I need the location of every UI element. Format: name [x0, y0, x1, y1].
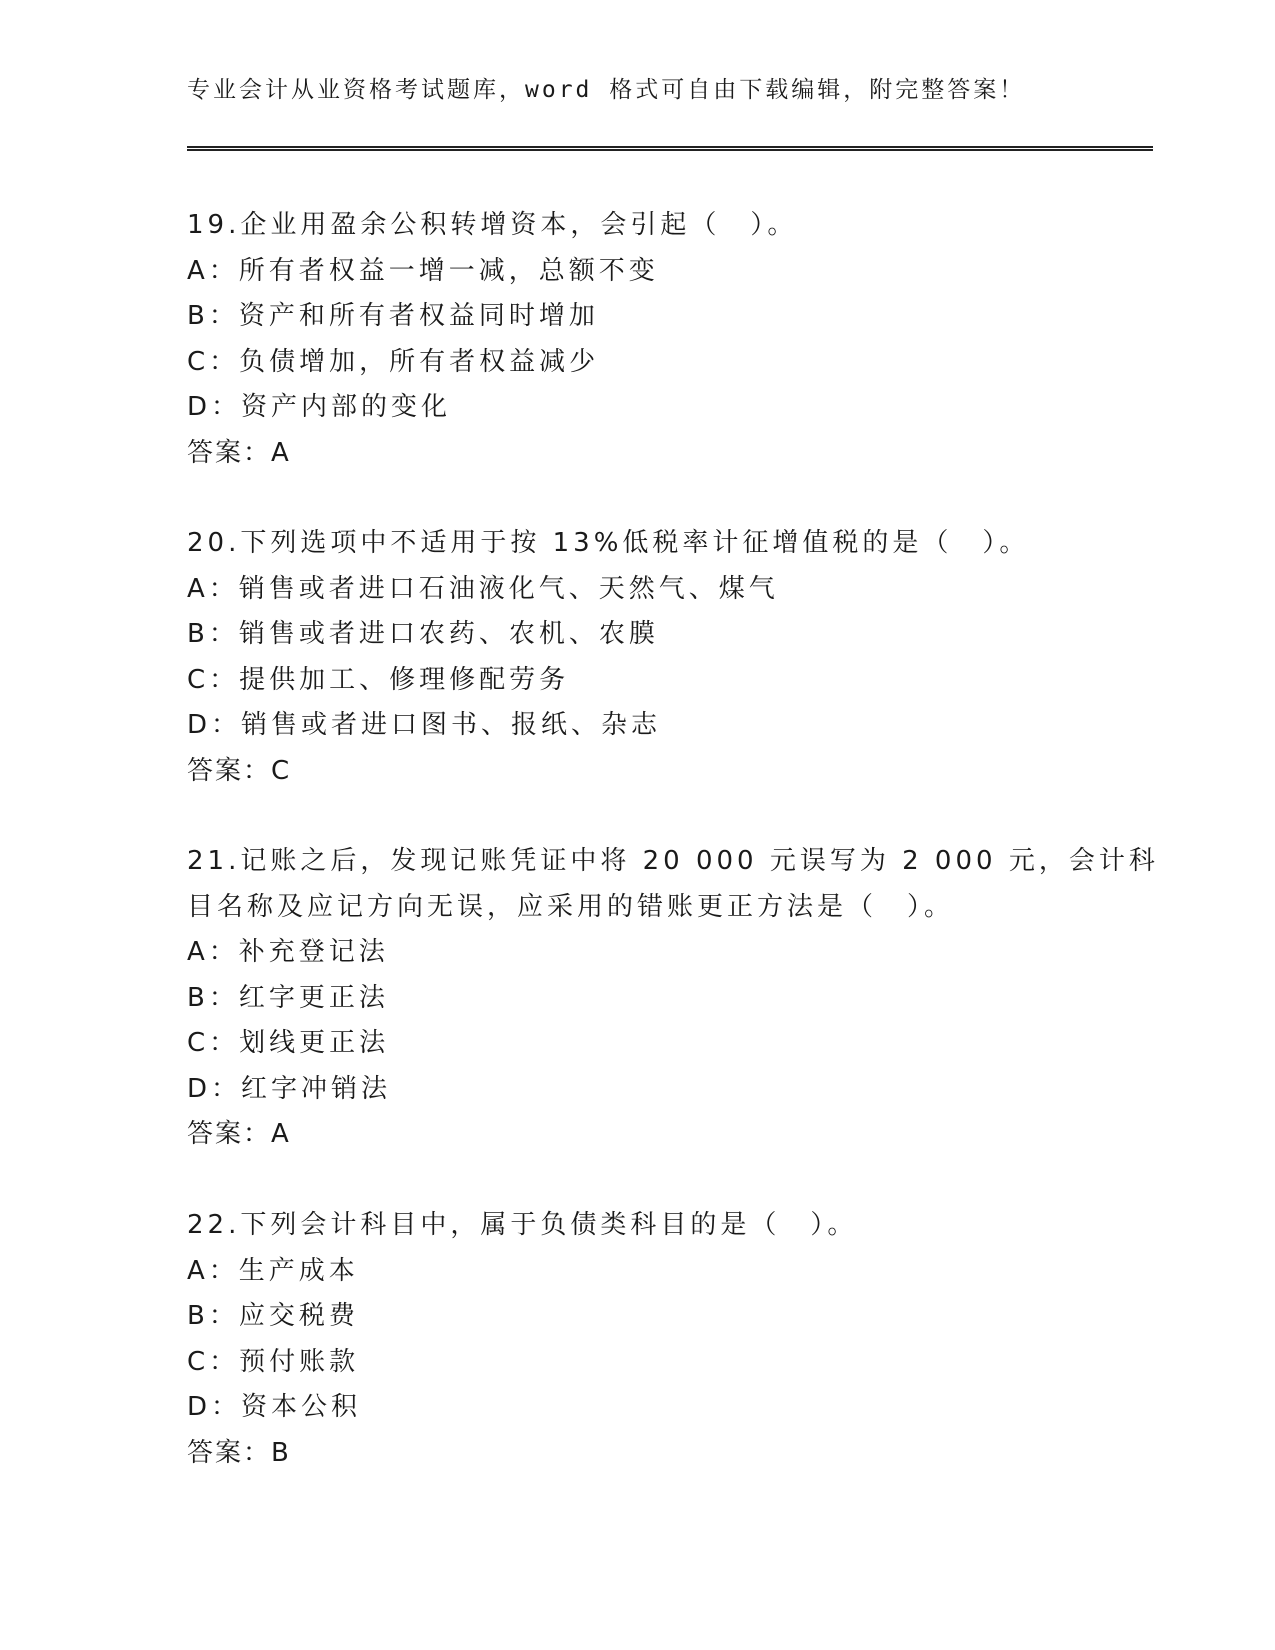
option-c: C：预付账款 — [187, 1346, 360, 1377]
option-c: C：负债增加，所有者权益减少 — [187, 346, 600, 377]
question-22 — [187, 1203, 1087, 1476]
question-stem: 19.企业用盈余公积转增资本，会引起（ ）。 — [187, 210, 798, 240]
option-a: A：补充登记法 — [187, 937, 389, 967]
question-21 — [187, 839, 1159, 1158]
option-c: C：提供加工、修理修配劳务 — [187, 664, 570, 695]
option-b: B：资产和所有者权益同时增加 — [187, 301, 599, 331]
option-a: A：所有者权益一增一减，总额不变 — [187, 255, 659, 286]
question-stem: 20.下列选项中不适用于按 13%低税率计征增值税的是（ ）。 — [187, 528, 1030, 558]
option-b: B：红字更正法 — [187, 982, 389, 1013]
header-double-rule — [187, 146, 1153, 151]
option-a: A：生产成本 — [187, 1255, 359, 1286]
question-stem: 22.下列会计科目中，属于负债类科目的是（ ）。 — [187, 1210, 858, 1240]
question-20 — [187, 521, 1087, 794]
answer-line: 答案：C — [187, 755, 292, 786]
option-d: D：资本公积 — [187, 1392, 362, 1422]
answer-line: 答案：B — [187, 1437, 291, 1468]
answer-line: 答案：A — [187, 1119, 291, 1149]
option-a: A：销售或者进口石油液化气、天然气、煤气 — [187, 573, 779, 604]
page-header-title: 专业会计从业资格考试题库，word 格式可自由下载编辑，附完整答案！ — [187, 77, 1026, 103]
option-c: C：划线更正法 — [187, 1028, 390, 1058]
option-d: D：红字冲销法 — [187, 1073, 392, 1104]
option-d: D：资产内部的变化 — [187, 392, 452, 422]
question-stem: 21.记账之后，发现记账凭证中将 20 000 元误写为 2 000 元，会计科 — [187, 846, 1159, 876]
answer-line: 答案：A — [187, 437, 291, 468]
question-stem-continued: 目名称及应记方向无误，应采用的错账更正方法是（ ）。 — [187, 891, 955, 922]
option-d: D：销售或者进口图书、报纸、杂志 — [187, 710, 662, 740]
question-19 — [187, 203, 1087, 476]
option-b: B：应交税费 — [187, 1301, 359, 1331]
option-b: B：销售或者进口农药、农机、农膜 — [187, 619, 659, 649]
